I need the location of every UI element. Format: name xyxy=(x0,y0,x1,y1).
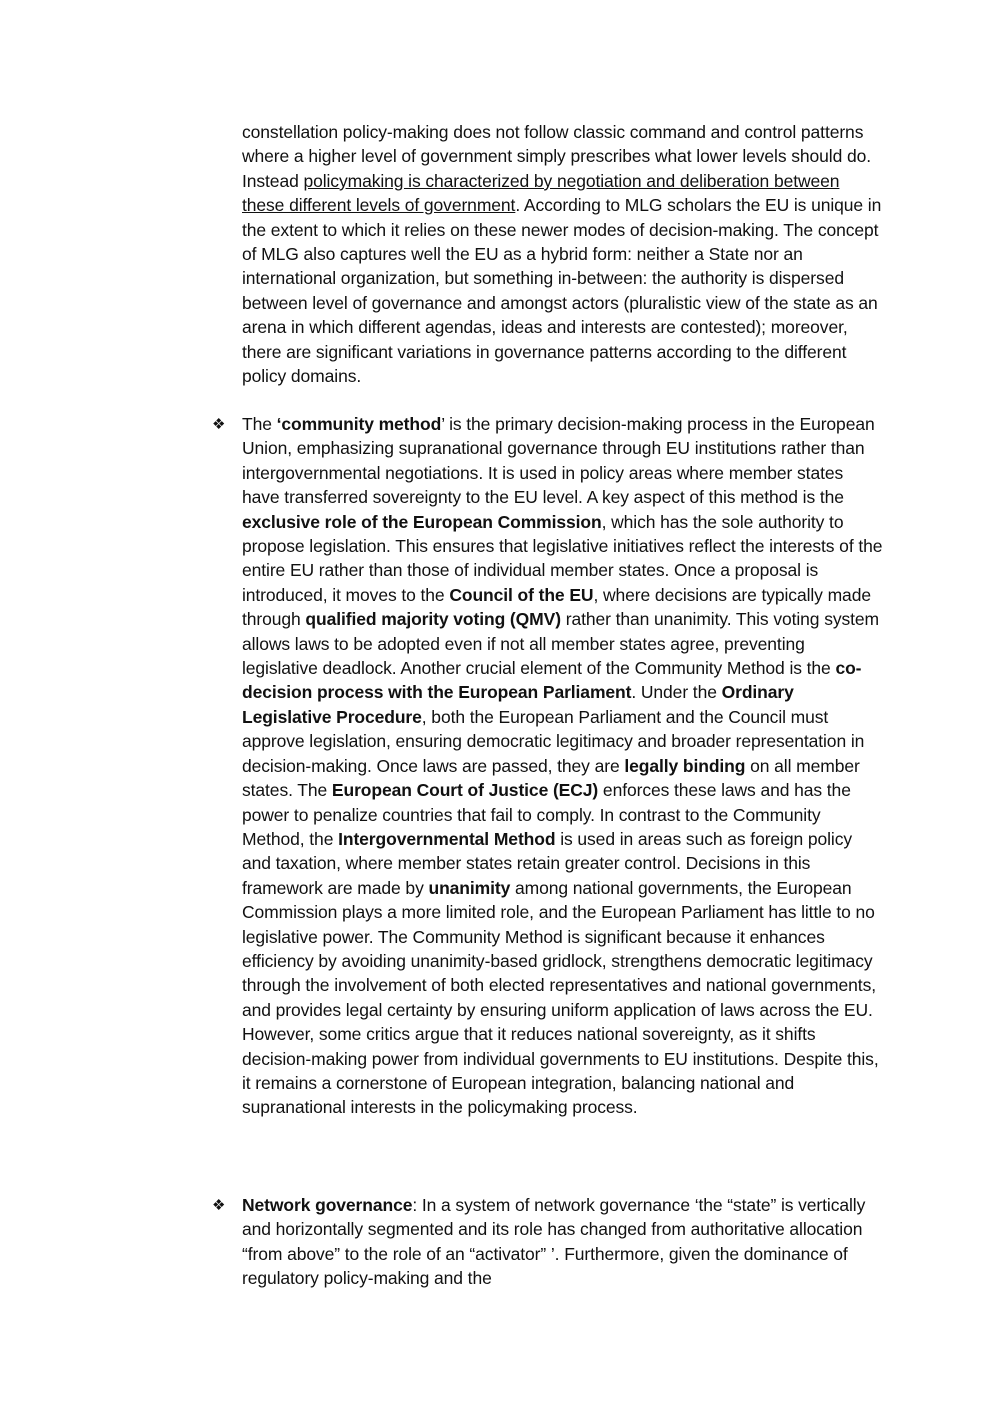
bold-term: legally binding xyxy=(624,755,746,776)
bold-term: co-decision process with the European Parliament xyxy=(242,658,862,703)
bold-term: exclusive role of the European Commission xyxy=(242,511,602,532)
bold-term: ‘community method xyxy=(276,414,442,434)
bold-term: qualified majority voting (QMV) xyxy=(305,609,561,630)
bold-term: Council of the EU xyxy=(449,584,594,605)
paragraph-text: among national governments, the European Commission plays a more limited role, and the European Parliament has little to no legislative power. The Community Method is significant because it enhances efficiency by avoiding unanimity-based gridlock, strengthens democratic legitimacy through the involvement of both elected representatives and national governments, and provides legal certainty by ensuring uniform application of laws across the EU. However, some critics argue that it reduces national sovereignty, as it shifts decision-making power from individual governments to EU institutions. Despite this, it remains a cornerstone of European integration, balancing national and supranational interests in the policymaking process. xyxy=(242,877,879,1118)
paragraph-text: The xyxy=(242,414,277,434)
paragraph-text: is used in areas such as foreign policy and taxation, where member states retain greater control. Decisions in this framework are made by xyxy=(242,828,853,898)
underlined-text: policymaking is characterized by negotiation and deliberation between these different levels of government xyxy=(242,170,840,216)
paragraph-text: constellation policy-making does not follow classic command and control patterns where a higher level of government simply prescribes what lower levels should do. Instead xyxy=(242,122,872,191)
bold-term: Ordinary Legislative Procedure xyxy=(242,682,794,727)
paragraph-text: , both the European Parliament and the Council must approve legislation, ensuring democratic legitimacy and broader representation in decision-making. Once laws are passed, they are xyxy=(242,706,865,776)
paragraph-text: : In a system of network governance ‘the “state” is vertically and horizontally segmented and its role has changed from authoritative allocation “from above” to the role of an “activator” ’. Furthermore, given the dominance of regulatory policy-making and the xyxy=(242,1195,866,1289)
paragraph-text: rather than unanimity. This voting system allows laws to be adopted even if not all member states agree, preventing legislative deadlock. Another crucial element of the Community Method is the xyxy=(242,609,880,679)
bullet-diamond-icon: ❖ xyxy=(212,416,226,433)
paragraph-text: ’ is the primary decision-making process in the European Union, emphasizing supranational governance through EU institutions rather than intergovernmental negotiations. It is used in policy areas where member states have transferred sovereignty to the EU level. A key aspect of this method is the xyxy=(242,414,875,508)
bold-term: unanimity xyxy=(428,877,511,898)
paragraph-network-governance xyxy=(242,1193,884,1291)
paragraph-text: . Under the xyxy=(631,682,722,703)
bullet-diamond-icon: ❖ xyxy=(212,1197,226,1214)
paragraph-community-method xyxy=(242,412,884,1120)
paragraph-text: . According to MLG scholars the EU is unique in the extent to which it relies on these newer modes of decision-making. The concept of MLG also captures well the EU as a hybrid form: neither a State nor an international organization, but something in-between: the authority is dispersed between level of governance and amongst actors (pluralistic view of the state as an arena in which different agendas, ideas and interests are contested); moreover, there are significant variations in governance patterns according to the different policy domains. xyxy=(242,195,882,387)
bold-term: European Court of Justice (ECJ) xyxy=(331,780,599,801)
bold-term: Intergovernmental Method xyxy=(338,828,556,849)
paragraph-text: on all member states. The xyxy=(242,755,860,801)
paragraph-text: , where decisions are typically made through xyxy=(242,584,871,630)
paragraph-text: enforces these laws and has the power to penalize countries that fail to comply. In contrast to the Community Method, the xyxy=(242,780,851,849)
paragraph-text: , which has the sole authority to propose legislation. This ensures that legislative initiatives reflect the interests of the entire EU rather than those of individual member states. Once a proposal is introduced, it moves to the xyxy=(242,511,883,605)
paragraph-mlg xyxy=(242,120,884,388)
bold-term: Network governance xyxy=(242,1195,413,1215)
